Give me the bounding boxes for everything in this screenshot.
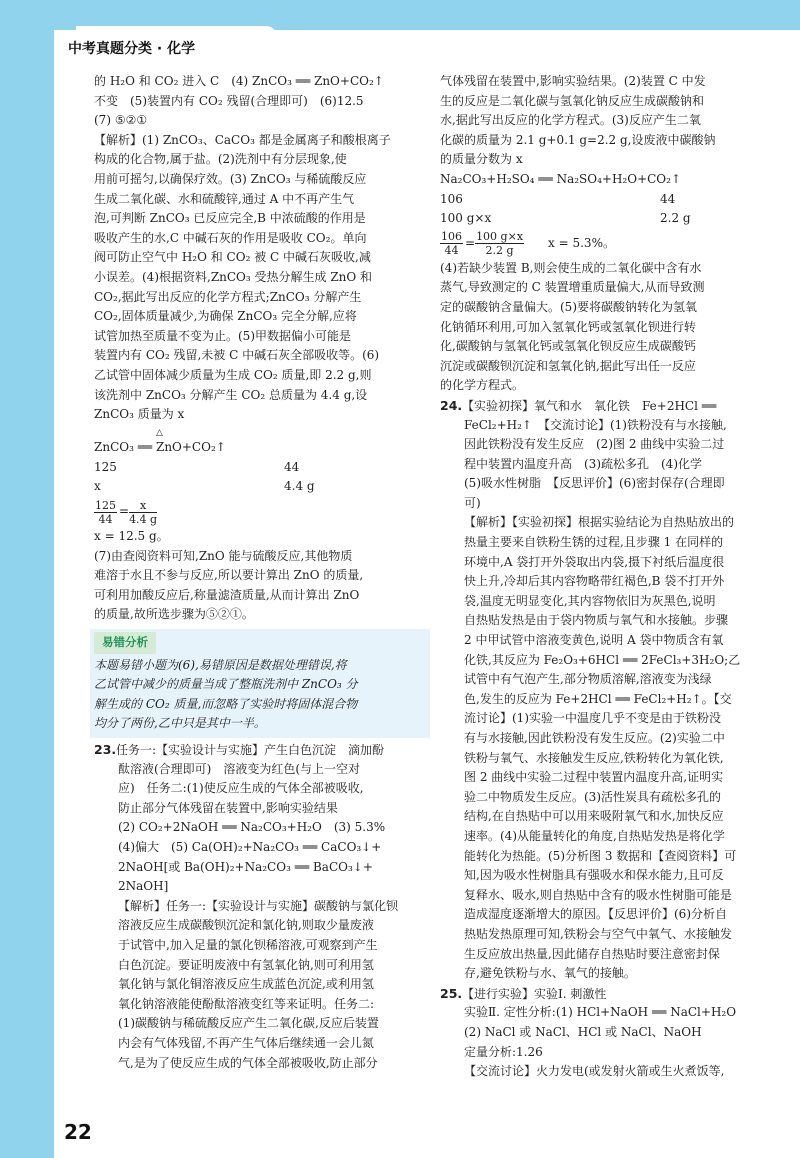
text-line: (7) ⑤②① xyxy=(94,113,148,128)
text-line: 实验Ⅱ. 定性分析:(1) HCl+NaOH ══ NaCl+H₂O xyxy=(464,1005,737,1020)
text-line: 【解析】(1) ZnCO₃、CaCO₃ 都是金属离子和酸根离子 xyxy=(94,132,391,147)
text-line: 化铁,其反应为 Fe₂O₃+6HCl ══ 2FeCl₃+3H₂O;乙 xyxy=(464,652,741,667)
text-line: 试管中有气泡产生,部分物质溶解,溶液变为浅绿 xyxy=(464,672,712,687)
calc-cell: 100 g×x xyxy=(440,211,492,226)
numerator: 125 xyxy=(95,498,116,512)
text-line xyxy=(440,984,772,1004)
text-line: 泡,可判断 ZnCO₃ 已反应完全,B 中浓硫酸的作用是 xyxy=(94,211,366,226)
text-line: 沉淀或碳酸钡沉淀和氢氧化钠,据此写出任一反应 xyxy=(440,358,696,373)
calc-cell: 44 xyxy=(660,191,676,206)
numerator: 100 g×x xyxy=(476,230,524,244)
text-line: 溶液反应生成碳酸钡沉淀和氯化钠,则取少量废液 xyxy=(118,918,374,933)
fraction xyxy=(94,499,117,526)
text-line: 知,因为吸水性树脂具有强吸水和保水能力,且可反 xyxy=(464,868,724,883)
calc-cell: 2.2 g xyxy=(660,211,691,226)
text-line: CO₂,固体质量减少,为确保 ZnCO₃ 完全分解,应将 xyxy=(94,309,357,324)
text-line: 环境中,A 袋打开外袋取出内袋,摄下衬纸后温度很 xyxy=(464,554,725,569)
calc-cell: 106 xyxy=(440,191,463,206)
denominator: 2.2 g xyxy=(485,244,514,258)
text-line: 2NaOH] xyxy=(118,879,169,894)
text-line: 存,避免铁粉与水、氧气的接触。 xyxy=(464,966,636,981)
text-line: 解生成的 CO₂ 质量,而忽略了实验时将固体混合物 xyxy=(94,696,358,711)
text-line: 酞溶液(合理即可) 溶液变为红色(与上一空对 xyxy=(118,761,361,776)
header-title: 中考真题分类 · 化学 xyxy=(68,41,196,57)
text-line: 程中装置内温度升高 (3)疏松多孔 (4)化学 xyxy=(464,456,702,471)
text-line: (2) CO₂+2NaOH ══ Na₂CO₃+H₂O (3) 5.3% xyxy=(118,820,386,835)
fraction xyxy=(129,499,157,526)
line-text: 任务一:【实验设计与实施】产生白色沉淀 滴加酚 xyxy=(116,743,385,757)
text-line: 速率。(4)从能量转化的角度,自热贴发热是将化学 xyxy=(464,828,725,843)
text-line: 热量主要来自铁粉生锈的过程,且步骤 1 在同样的 xyxy=(464,535,724,550)
text-line: 的质量,故所选步骤为⑤②①。 xyxy=(94,607,254,622)
equation-zinc-carbonate: ZnCO₃ ══ ZnO+CO₂↑ xyxy=(94,440,226,455)
question-number: 24. xyxy=(440,397,463,413)
text-line: 能转化为热能。(5)分析图 3 数据和【查阅资料】可 xyxy=(464,848,737,863)
equation-sodium-carbonate: Na₂CO₃+H₂SO₄ ══ Na₂SO₄+H₂O+CO₂↑ xyxy=(440,171,682,186)
text-line: 氧化钠与氯化铜溶液反应生成蓝色沉淀,或利用氢 xyxy=(118,977,374,992)
text-line: 不变 (5)装置内有 CO₂ 残留(合理即可) (6)12.5 xyxy=(94,93,364,108)
numerator: 106 xyxy=(441,230,462,244)
text-line: 本题易错小题为(6),易错原因是数据处理错误,将 xyxy=(94,657,347,672)
text-line: 小误差。(4)根据资料,ZnCO₃ 受热分解生成 ZnO 和 xyxy=(94,269,373,284)
text-line: 【解析】【实验初探】根据实验结论为自热贴放出的 xyxy=(464,515,735,530)
text-line: 可) xyxy=(464,495,481,510)
text-line: 应) 任务二:(1)使反应生成的气体全部被吸收, xyxy=(118,781,364,796)
denominator: 44 xyxy=(444,244,459,258)
text-line: 因此铁粉没有发生反应 (2)图 2 曲线中实验二过 xyxy=(464,437,725,452)
text-line: 快上升,冷却后其内容物略带红褐色,B 袋不打开外 xyxy=(464,574,725,589)
text-line: CO₂,据此写出反应的化学方程式;ZnCO₃ 分解产生 xyxy=(94,289,362,304)
text-line: 的化学方程式。 xyxy=(440,378,525,393)
text-line: 内会有气体残留,不再产生气体后继续通一会儿氮 xyxy=(118,1035,374,1050)
text-line: 均分了两份,乙中只是其中一半。 xyxy=(94,716,266,731)
text-line: 生反应放出热量,因此储存自热贴时要注意密封保 xyxy=(464,946,720,961)
text-line: 造成湿度逐渐增大的原因。【反思评价】(6)分析自 xyxy=(464,907,727,922)
text-line: 袋,温度无明显变化,其内容物依旧为灰黑色,说明 xyxy=(464,593,716,608)
text-line: 铁粉与氧气、水接触发生反应,铁粉转化为氧化铁, xyxy=(464,750,724,765)
line-text: 【进行实验】实验Ⅰ. 刺激性 xyxy=(462,986,607,1001)
text-line xyxy=(440,396,772,416)
proportion xyxy=(94,497,426,527)
text-line: 生的反应是二氧化碳与氢氧化钠反应生成碳酸钠和 xyxy=(440,93,705,108)
text-line: ZnCO₃ 质量为 x xyxy=(94,407,185,422)
calc-cell: 4.4 g xyxy=(284,479,315,494)
text-line: 色,发生的反应为 Fe+2HCl ══ FeCl₂+H₂↑。【交 xyxy=(464,691,732,706)
denominator: 44 xyxy=(98,512,113,526)
calc-row xyxy=(440,190,772,210)
fraction xyxy=(440,230,463,257)
page xyxy=(54,30,800,1158)
proportion xyxy=(440,229,772,259)
text-line: 【交流讨论】火力发电(或发射火箭或生火煮饭等, xyxy=(464,1064,725,1079)
text-line: 的质量分数为 x xyxy=(440,152,523,167)
text-line: (4)偏大 (5) Ca(OH)₂+Na₂CO₃ ══ CaCO₃↓+ xyxy=(118,839,382,854)
text-line: 于试管中,加入足量的氯化钡稀溶液,可观察到产生 xyxy=(118,937,378,952)
text-line: 定量分析:1.26 xyxy=(464,1044,543,1059)
page-number: 22 xyxy=(64,1120,92,1144)
text-line: (1)碳酸钠与稀硫酸反应产生二氧化碳,反应后装置 xyxy=(118,1016,379,1031)
text-line: 化碳的质量为 2.1 g+0.1 g=2.2 g,设废液中碳酸钠 xyxy=(440,132,716,147)
text-line: 气体残留在装置中,影响实验结果。(2)装置 C 中发 xyxy=(440,74,706,88)
text-line: 【解析】任务一:【实验设计与实施】碳酸钠与氯化钡 xyxy=(118,898,399,913)
text-line: 生成二氧化碳、水和硫酸锌,通过 A 中不再产生气 xyxy=(94,191,355,206)
text-line: 吸收产生的水,C 中碱石灰的作用是吸收 CO₂。单向 xyxy=(94,230,367,245)
text-line: 验二中物质发生反应。(3)活性炭具有疏松多孔的 xyxy=(464,789,721,804)
text-line: FeCl₂+H₂↑ 【交流讨论】(1)铁粉没有与水接触, xyxy=(464,417,727,432)
right-column xyxy=(440,72,772,1082)
text-line: 难溶于水且不参与反应,所以要计算出 ZnO 的质量, xyxy=(94,568,364,583)
text-line: (4)若缺少装置 B,则会使生成的二氧化碳中含有水 xyxy=(440,260,702,275)
text-line: (7)由查阅资料可知,ZnO 能与硫酸反应,其他物质 xyxy=(94,548,353,563)
result: x = 12.5 g。 xyxy=(94,529,169,544)
error-analysis-box xyxy=(90,629,430,738)
text-line xyxy=(94,740,426,760)
text-line: (2) NaCl 或 NaCl、HCl 或 NaCl、NaOH xyxy=(464,1024,702,1039)
text-line: 白色沉淀。要证明废液中有氢氧化钠,则可利用氢 xyxy=(118,957,374,972)
calc-row xyxy=(94,458,426,478)
text-line: 阀可防止空气中 H₂O 和 CO₂ 被 C 中碱石灰吸收,减 xyxy=(94,250,371,265)
calc-row xyxy=(440,209,772,229)
text-line: 乙试管中减少的质量当成了整瓶洗剂中 ZnCO₃ 分 xyxy=(94,677,358,692)
text-line: 结构,在自热贴中可以用来吸附氧气和水,加快反应 xyxy=(464,809,724,824)
calc-cell: 44 xyxy=(284,459,300,474)
text-line: 氧化钠溶液能使酚酞溶液变红等来证明。任务二: xyxy=(118,996,375,1011)
text-line: 的 H₂O 和 CO₂ 进入 C (4) ZnCO₃ ══ ZnO+CO₂↑ xyxy=(94,74,384,88)
text-line: 热贴发热原理可知,铁粉会与空气中氧气、水接触发 xyxy=(464,926,732,941)
text-line: 构成的化合物,属于盐。(2)洗剂中有分层现象,使 xyxy=(94,152,347,167)
error-analysis-tag: 易错分析 xyxy=(94,632,156,654)
equals: = xyxy=(465,235,476,250)
text-line: 防止部分气体残留在装置中,影响实验结果 xyxy=(118,800,338,815)
text-line: 2 中甲试管中溶液变黄色,说明 A 袋中物质含有氧 xyxy=(464,633,724,648)
text-line: 2NaOH[或 Ba(OH)₂+Na₂CO₃ ══ BaCO₃↓+ xyxy=(118,859,373,874)
text-line: 有与水接触,因此铁粉没有发生反应。(2)实验二中 xyxy=(464,731,725,745)
calc-cell: 125 xyxy=(94,459,117,474)
line-text: 【实验初探】氧气和水 氧化铁 Fe+2HCl ══ xyxy=(462,398,717,413)
calc-row xyxy=(94,477,426,497)
question-number: 25. xyxy=(440,985,463,1001)
text-line: 试管加热至质量不变为止。(5)甲数据偏小可能是 xyxy=(94,328,351,343)
heat-symbol: △ xyxy=(156,427,163,438)
q22-answer-intro xyxy=(94,72,426,425)
text-line: 自热贴发热是由于袋内物质与氧气和水接触。步骤 xyxy=(464,613,729,628)
text-line: 蒸气,导致测定的 C 装置增重质量偏大,从而导致测 xyxy=(440,280,705,295)
question-number: 23. xyxy=(94,742,117,757)
denominator: 4.4 g xyxy=(129,512,158,526)
question-23 xyxy=(94,740,426,1073)
left-column xyxy=(94,72,426,1073)
text-line: (5)吸水性树脂 【反思评价】(6)密封保存(合理即 xyxy=(464,476,725,491)
text-line: 图 2 曲线中实验二过程中装置内温度升高,证明实 xyxy=(464,770,724,785)
text-line: 用前可摇匀,以确保疗效。(3) ZnCO₃ 与稀硫酸反应 xyxy=(94,171,367,186)
fraction xyxy=(475,230,524,257)
text-line: 复释水、吸水,则自热贴中含有的吸水性树脂可能是 xyxy=(464,887,732,902)
text-line: 化钠循环利用,可加入氢氧化钙或氢氧化钡进行转 xyxy=(440,319,696,334)
calc-cell: x xyxy=(94,479,101,494)
question-25 xyxy=(440,984,772,1082)
equals: = xyxy=(119,504,130,519)
question-24 xyxy=(440,396,772,984)
text-line: 化,碳酸钠与氢氧化钙或氢氧化钡反应生成碳酸钙 xyxy=(440,339,696,354)
text-line: 可利用加酸反应后,称量滤渣质量,从而计算出 ZnO xyxy=(94,587,360,602)
text-line: 该洗剂中 ZnCO₃ 分解产生 CO₂ 总质量为 4.4 g,设 xyxy=(94,387,368,402)
text-line: 定的碳酸钠含量偏大。(5)要将碳酸钠转化为氢氧 xyxy=(440,299,697,314)
text-line: 流讨论】(1)实验一中温度几乎不变是由于铁粉没 xyxy=(464,711,721,726)
numerator: x xyxy=(129,499,157,513)
text-line: 气,是为了使反应生成的气体全部被吸收,防止部分 xyxy=(118,1055,378,1070)
result: x = 5.3%。 xyxy=(548,235,615,250)
text-line: 乙试管中固体减少质量为生成 CO₂ 质量,即 2.2 g,则 xyxy=(94,367,372,382)
text-line: 装置内有 CO₂ 残留,未被 C 中碱石灰全部吸收等。(6) xyxy=(94,348,380,363)
text-line: 水,据此写出反应的化学方程式。(3)反应产生二氧 xyxy=(440,113,701,128)
